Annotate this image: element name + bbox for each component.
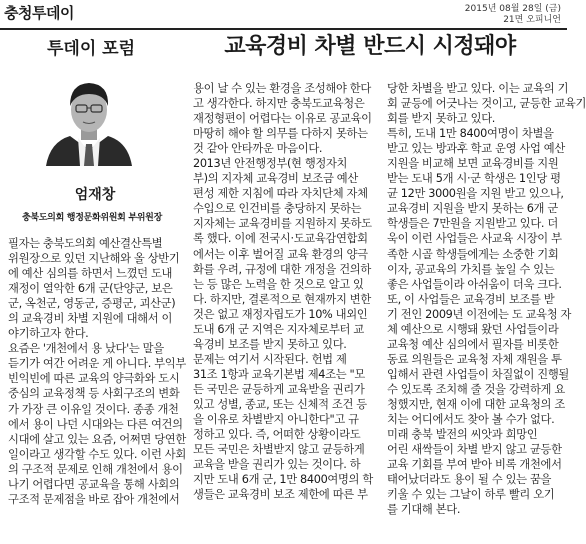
body-line: 지만 도내 6개 군, 1만 8400여명의 학 (193, 473, 373, 487)
body-line: 교육경비 지원을 받지 못하는 6개 군 (387, 202, 558, 216)
body-line: 욱이 이런 사업들은 사교육 시장이 부 (387, 232, 562, 246)
body-line: 록 했다. 이에 전국시·도교육감연합회 (193, 232, 368, 246)
body-line: 는 등 많은 노력을 한 것으로 알고 있 (193, 277, 364, 291)
body-line: 지원을 비교해 보면 교육경비를 지원 (387, 157, 559, 171)
body-line: 정하고 있다. 즉, 어떠한 상황이라도 (193, 428, 361, 442)
body-line: 지자체는 교육경비를 지원하지 못하도 (193, 217, 372, 231)
body-line: 듣기가 여간 어려운 게 아니다. 부익부 (8, 357, 186, 371)
body-line: 재정이 열악한 6개 군(단양군, 보은 (8, 282, 173, 296)
headline: 교육경비 차별 반드시 시정돼야 (224, 34, 516, 59)
body-line: 것은 없고 재정자립도가 10% 내외인 (193, 307, 368, 321)
column-name: 투데이 포럼 (46, 39, 136, 59)
body-line: 도내 6개 군 지역은 지자체로부터 교 (193, 322, 364, 336)
date: 2015년 08월 28일 (금) (464, 4, 561, 14)
body-line: 의 구조적 문제로 인해 개천에서 용이 (8, 462, 183, 476)
body-line: 나기 어렵다면 공교육을 통해 사회의 (8, 477, 180, 491)
author-portrait (40, 72, 138, 166)
body-line: 에 예산 심의를 하면서 느꼈던 도내 (8, 267, 173, 281)
body-line: 기 전인 2009년 이전에는 도 교육청 자 (387, 307, 572, 321)
body-line: 부)의 지자체 교육경비 보조금 예산 (193, 172, 358, 186)
body-line: 족한 시골 학생들에게는 소중한 기회 (387, 247, 559, 261)
body-line: 을 이유로 차별받지 아니한다"고 규 (193, 413, 359, 427)
body-line: 받는 도내 5개 시·군 학생은 1인당 평 (387, 172, 561, 186)
body-line: 것 같아 안타까운 마음이다. (193, 142, 323, 156)
body-line: 수입으로 인건비를 충당하지 못하는 (193, 202, 362, 216)
body-line: 구조적 문제점을 바로 잡아 개천에서 (8, 492, 180, 506)
body-line: 용이 날 수 있는 환경을 조성해야 한다 (193, 82, 371, 95)
body-line: 시대에 살고 있는 요즘, 어쩌면 당연한 (8, 432, 186, 446)
date-line (465, 4, 561, 26)
body-line: 수 있도록 조치해 줄 것을 강력하게 요 (387, 382, 565, 396)
body-line: 입해서 관련 사업들이 차질없이 진행될 (387, 367, 569, 381)
body-line: 육경비 보조를 받지 못하고 있다. (193, 337, 347, 351)
body-line: 가 가장 큰 이유일 것이다. 종종 개천 (8, 402, 179, 416)
body-line: 미래 충북 발전의 씨앗과 희망인 (387, 428, 538, 442)
body-line: 교육을 받을 권리가 있는 것이다. 하 (193, 458, 361, 472)
body-line: 동료 의원들은 교육청 자체 재원을 투 (387, 352, 562, 366)
body-line: 야기하고자 한다. (8, 327, 89, 341)
body-line: 어린 새싹들이 차별 받지 않고 균등한 (387, 443, 562, 457)
body-line: 좋은 사업들이라 아쉬움이 더욱 크다. (387, 277, 562, 291)
body-line: 에서 용이 나던 시대와는 다른 여건의 (8, 417, 183, 431)
body-line: 마땅히 해야 할 의무를 다하지 못하는 (193, 127, 368, 141)
masthead: 충청투데이 (4, 4, 74, 22)
body-line: 재정형편이 어렵다는 이유로 공교육이 (193, 112, 372, 126)
body-line: 필자는 충북도의회 예산결산특별 (8, 237, 163, 250)
body-line: 중심의 교육정책 등 사회구조의 변화 (8, 387, 180, 401)
body-line: 특히, 도내 1만 8400여명이 차별을 (387, 127, 554, 141)
body-line: 받고 있는 방과후 학교 운영 사업 예산 (387, 142, 565, 156)
body-line: 고 생각한다. 하지만 충북도교육청은 (193, 97, 365, 111)
body-line: 생들은 교육경비 보조 제한에 따른 부 (193, 488, 368, 502)
author-name: 엄재창 (74, 187, 116, 203)
body-line: 회를 받지 못하고 있다. (387, 112, 496, 126)
body-line: 있고 성별, 종교, 또는 신체적 조건 등 (193, 397, 367, 411)
body-line: 편성 제한 지침에 따라 자치단체 자체 (193, 187, 368, 201)
body-line: 당한 차별을 받고 있다. 이는 교육의 기 (387, 82, 569, 95)
body-line: 이자, 공교육의 가치를 높일 수 있는 (387, 262, 555, 276)
body-line: 를 기대해 본다. (387, 503, 461, 517)
body-line: 빈익빈에 따른 교육의 양극화와 도시 (8, 372, 180, 386)
body-line: 군, 옥천군, 영동군, 증평군, 괴산군) (8, 297, 176, 311)
body-line: 2013년 안전행정부(현 행정자치 (193, 157, 348, 171)
body-line: 일이라고 생각할 수도 있다. 이런 사회 (8, 447, 186, 461)
body-line: 교육 기회를 부여 받아 비록 개천에서 (387, 458, 562, 472)
body-line: 에서는 이후 벌어질 교육 환경의 양극 (193, 247, 368, 261)
body-line: 모든 국민은 차별받지 않고 균등하게 (193, 443, 365, 457)
body-line: 요즘은 '개천에서 용 났다'는 말을 (8, 342, 164, 356)
body-line: 다. 하지만, 결론적으로 현재까지 변한 (193, 292, 371, 306)
body-column-3 (387, 81, 586, 517)
body-line: 위원장으로 있던 지난해와 올 상반기 (8, 252, 180, 266)
author-photo (40, 72, 138, 166)
body-line: 치는 어디에서도 찾아 볼 수가 없다. (387, 413, 555, 427)
body-line: 학생들은 7만원을 지원받고 있다. 더 (387, 217, 558, 231)
body-line: 교육청 예산 심의에서 필자를 비롯한 (387, 337, 559, 351)
body-column-1 (8, 236, 186, 507)
body-line: 균 12만 3000원을 지원 받고 있으나, (387, 187, 564, 201)
body-line: 문제는 여기서 시작된다. 헌법 제 (193, 352, 347, 366)
author-title: 충북도의회 행정문화위원회 부위원장 (22, 213, 162, 223)
body-column-2 (193, 81, 376, 502)
page-section: 21면 오피니언 (503, 15, 561, 25)
body-line: 31조 1항과 교육기본법 제4조는 "모 (193, 367, 365, 381)
body-line: 체 예산으로 시행돼 왔던 사업들이라 (387, 322, 559, 336)
body-line: 의 교육경비 차별 지원에 대해서 이 (8, 312, 173, 326)
body-line: 화를 우려, 규정에 대한 개정을 건의하 (193, 262, 371, 276)
body-line: 회 균등에 어긋나는 것이고, 균등한 교육기 (387, 97, 586, 111)
body-line: 든 국민은 균등하게 교육받을 권리가 (193, 382, 365, 396)
body-line: 또, 이 사업들은 교육경비 보조를 받 (387, 292, 555, 306)
body-line: 청했지만, 현재 이에 대한 교육청의 조 (387, 397, 565, 411)
body-line: 태어났더라도 용이 될 수 있는 꿈을 (387, 473, 552, 487)
body-line: 키울 수 있는 그날이 하루 빨리 오기 (387, 488, 555, 502)
